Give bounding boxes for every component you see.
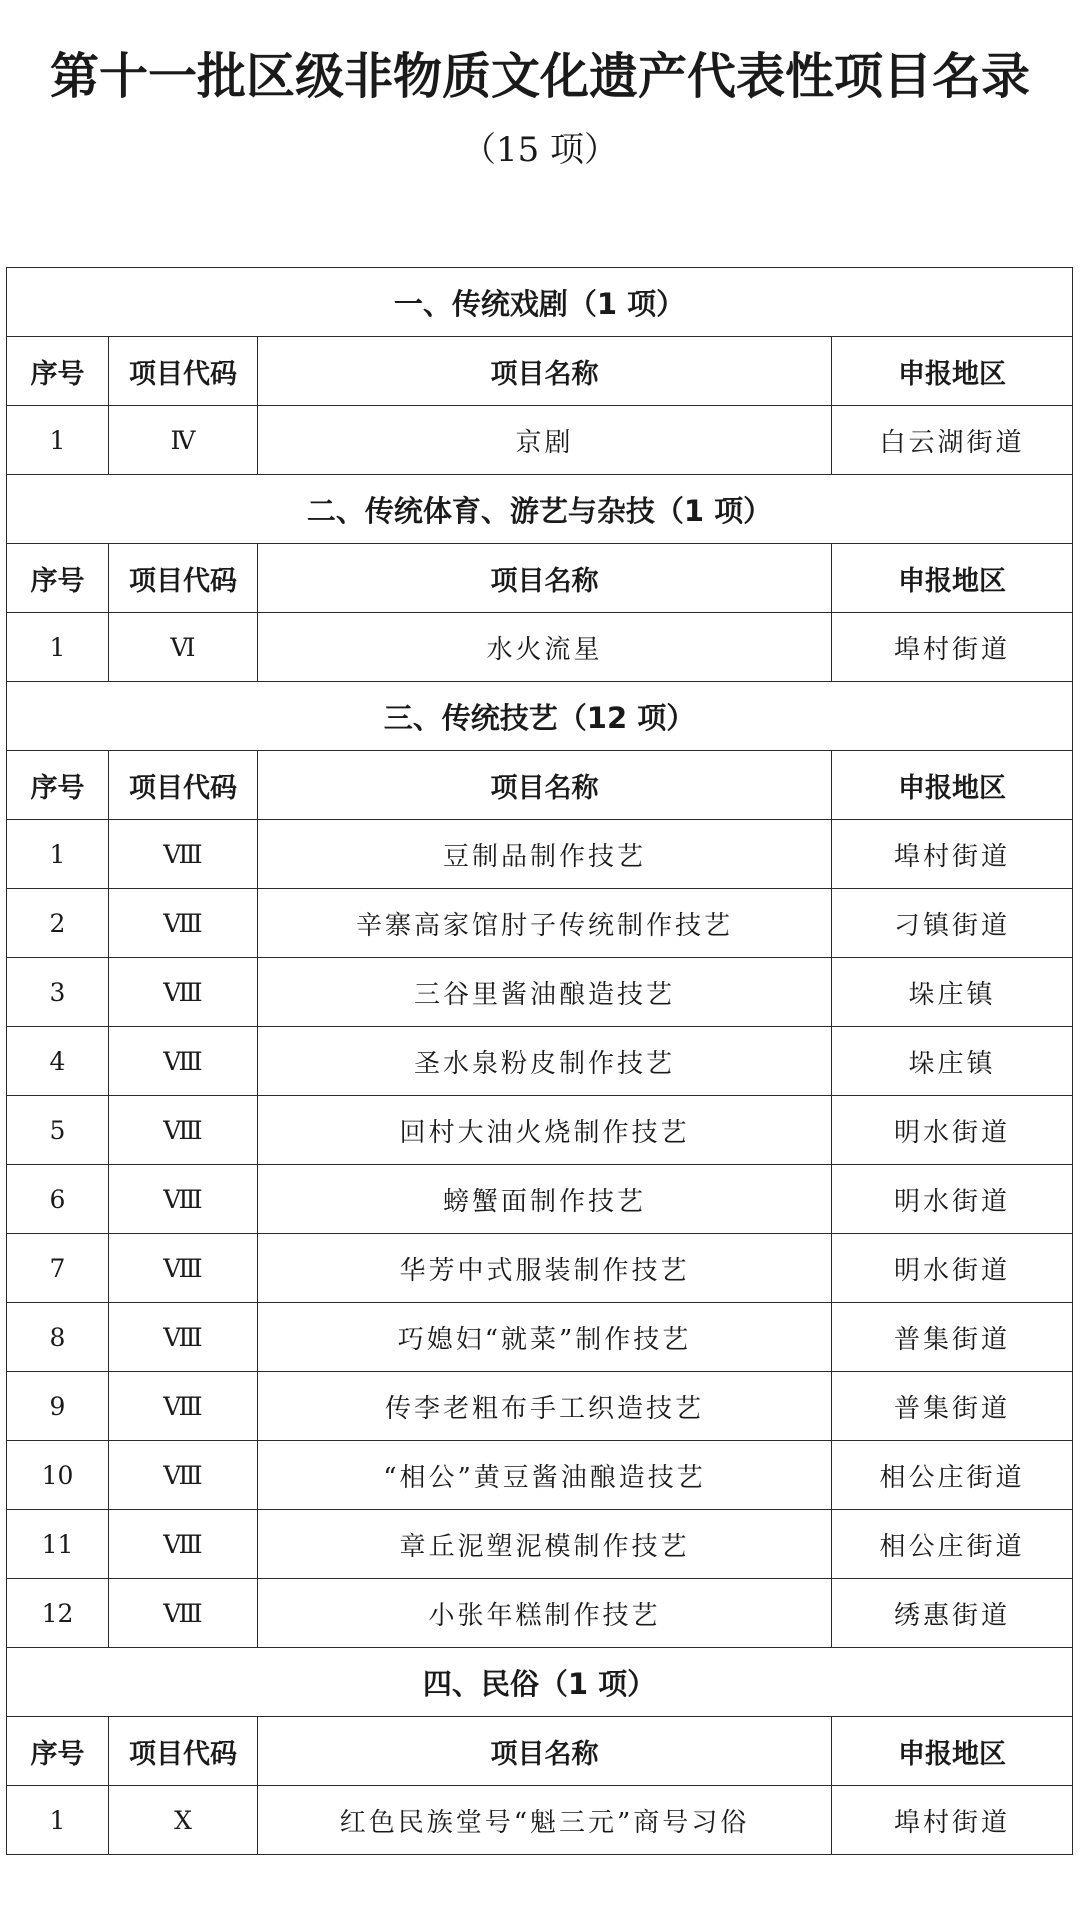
header-name: 项目名称 xyxy=(258,751,832,820)
cell-name: “相公”黄豆酱油酿造技艺 xyxy=(258,1441,832,1510)
cell-seq: 2 xyxy=(7,889,109,958)
cell-code: Ⅳ xyxy=(109,406,258,475)
header-seq: 序号 xyxy=(7,544,109,613)
cell-code: Ⅷ xyxy=(109,1027,258,1096)
document-title: 第十一批区级非物质文化遗产代表性项目名录 xyxy=(49,47,1030,105)
table-row xyxy=(7,1510,1073,1579)
header-name: 项目名称 xyxy=(258,337,832,406)
cell-seq: 1 xyxy=(7,820,109,889)
cell-code: Ⅷ xyxy=(109,1165,258,1234)
table-row xyxy=(7,1165,1073,1234)
header-code: 项目代码 xyxy=(109,751,258,820)
header-area: 申报地区 xyxy=(832,544,1073,613)
cell-area: 明水街道 xyxy=(832,1165,1073,1234)
header-name: 项目名称 xyxy=(258,544,832,613)
header-seq: 序号 xyxy=(7,751,109,820)
cell-seq: 6 xyxy=(7,1165,109,1234)
header-area: 申报地区 xyxy=(832,337,1073,406)
header-seq: 序号 xyxy=(7,1717,109,1786)
cell-area: 明水街道 xyxy=(832,1096,1073,1165)
header-row xyxy=(7,544,1073,613)
header-seq: 序号 xyxy=(7,337,109,406)
header-area: 申报地区 xyxy=(832,751,1073,820)
cell-code: Ⅹ xyxy=(109,1786,258,1855)
table-row xyxy=(7,1027,1073,1096)
cell-name: 水火流星 xyxy=(258,613,832,682)
cell-area: 绣惠街道 xyxy=(832,1579,1073,1648)
cell-seq: 7 xyxy=(7,1234,109,1303)
cell-name: 辛寨高家馆肘子传统制作技艺 xyxy=(258,889,832,958)
table-row xyxy=(7,958,1073,1027)
cell-name: 三谷里酱油酿造技艺 xyxy=(258,958,832,1027)
section-title: 一、传统戏剧（1 项） xyxy=(7,268,1073,337)
table-row xyxy=(7,1579,1073,1648)
cell-name: 小张年糕制作技艺 xyxy=(258,1579,832,1648)
header-row xyxy=(7,751,1073,820)
cell-seq: 8 xyxy=(7,1303,109,1372)
cell-code: Ⅷ xyxy=(109,1096,258,1165)
cell-name: 豆制品制作技艺 xyxy=(258,820,832,889)
cell-name: 华芳中式服装制作技艺 xyxy=(258,1234,832,1303)
header-code: 项目代码 xyxy=(109,337,258,406)
section-title: 四、民俗（1 项） xyxy=(7,1648,1073,1717)
table-row xyxy=(7,1441,1073,1510)
cell-name: 传李老粗布手工织造技艺 xyxy=(258,1372,832,1441)
table-row xyxy=(7,820,1073,889)
cell-seq: 11 xyxy=(7,1510,109,1579)
cell-area: 普集街道 xyxy=(832,1303,1073,1372)
table-row xyxy=(7,1303,1073,1372)
cell-name: 京剧 xyxy=(258,406,832,475)
table-row xyxy=(7,406,1073,475)
table-row xyxy=(7,889,1073,958)
cell-name: 圣水泉粉皮制作技艺 xyxy=(258,1027,832,1096)
cell-name: 螃蟹面制作技艺 xyxy=(258,1165,832,1234)
cell-code: Ⅷ xyxy=(109,1303,258,1372)
table-row xyxy=(7,1786,1073,1855)
section-row xyxy=(7,682,1073,751)
cell-seq: 12 xyxy=(7,1579,109,1648)
cell-name: 回村大油火烧制作技艺 xyxy=(258,1096,832,1165)
cell-area: 埠村街道 xyxy=(832,613,1073,682)
cell-area: 垛庄镇 xyxy=(832,1027,1073,1096)
header-area: 申报地区 xyxy=(832,1717,1073,1786)
cell-code: Ⅷ xyxy=(109,958,258,1027)
cell-name: 章丘泥塑泥模制作技艺 xyxy=(258,1510,832,1579)
cell-code: Ⅷ xyxy=(109,1510,258,1579)
cell-code: Ⅷ xyxy=(109,1234,258,1303)
cell-area: 埠村街道 xyxy=(832,820,1073,889)
cell-seq: 4 xyxy=(7,1027,109,1096)
heritage-registry-table xyxy=(6,267,1073,1855)
table-row xyxy=(7,613,1073,682)
table-row xyxy=(7,1234,1073,1303)
cell-name: 巧媳妇“就菜”制作技艺 xyxy=(258,1303,832,1372)
table-row xyxy=(7,1096,1073,1165)
cell-name: 红色民族堂号“魁三元”商号习俗 xyxy=(258,1786,832,1855)
cell-area: 明水街道 xyxy=(832,1234,1073,1303)
cell-area: 埠村街道 xyxy=(832,1786,1073,1855)
section-title: 二、传统体育、游艺与杂技（1 项） xyxy=(7,475,1073,544)
cell-seq: 3 xyxy=(7,958,109,1027)
cell-code: Ⅷ xyxy=(109,889,258,958)
header-row xyxy=(7,1717,1073,1786)
cell-area: 刁镇街道 xyxy=(832,889,1073,958)
cell-area: 普集街道 xyxy=(832,1372,1073,1441)
header-row xyxy=(7,337,1073,406)
section-row xyxy=(7,1648,1073,1717)
cell-area: 相公庄街道 xyxy=(832,1510,1073,1579)
cell-area: 相公庄街道 xyxy=(832,1441,1073,1510)
cell-code: Ⅷ xyxy=(109,1441,258,1510)
document-subtitle: （15 项） xyxy=(461,130,619,170)
cell-seq: 5 xyxy=(7,1096,109,1165)
section-row xyxy=(7,268,1073,337)
cell-area: 白云湖街道 xyxy=(832,406,1073,475)
cell-seq: 1 xyxy=(7,406,109,475)
cell-seq: 9 xyxy=(7,1372,109,1441)
table-row xyxy=(7,1372,1073,1441)
cell-seq: 1 xyxy=(7,613,109,682)
header-code: 项目代码 xyxy=(109,544,258,613)
cell-code: Ⅷ xyxy=(109,820,258,889)
cell-seq: 1 xyxy=(7,1786,109,1855)
header-name: 项目名称 xyxy=(258,1717,832,1786)
cell-seq: 10 xyxy=(7,1441,109,1510)
cell-code: Ⅷ xyxy=(109,1372,258,1441)
header-code: 项目代码 xyxy=(109,1717,258,1786)
section-row xyxy=(7,475,1073,544)
cell-code: Ⅵ xyxy=(109,613,258,682)
cell-area: 垛庄镇 xyxy=(832,958,1073,1027)
section-title: 三、传统技艺（12 项） xyxy=(7,682,1073,751)
cell-code: Ⅷ xyxy=(109,1579,258,1648)
